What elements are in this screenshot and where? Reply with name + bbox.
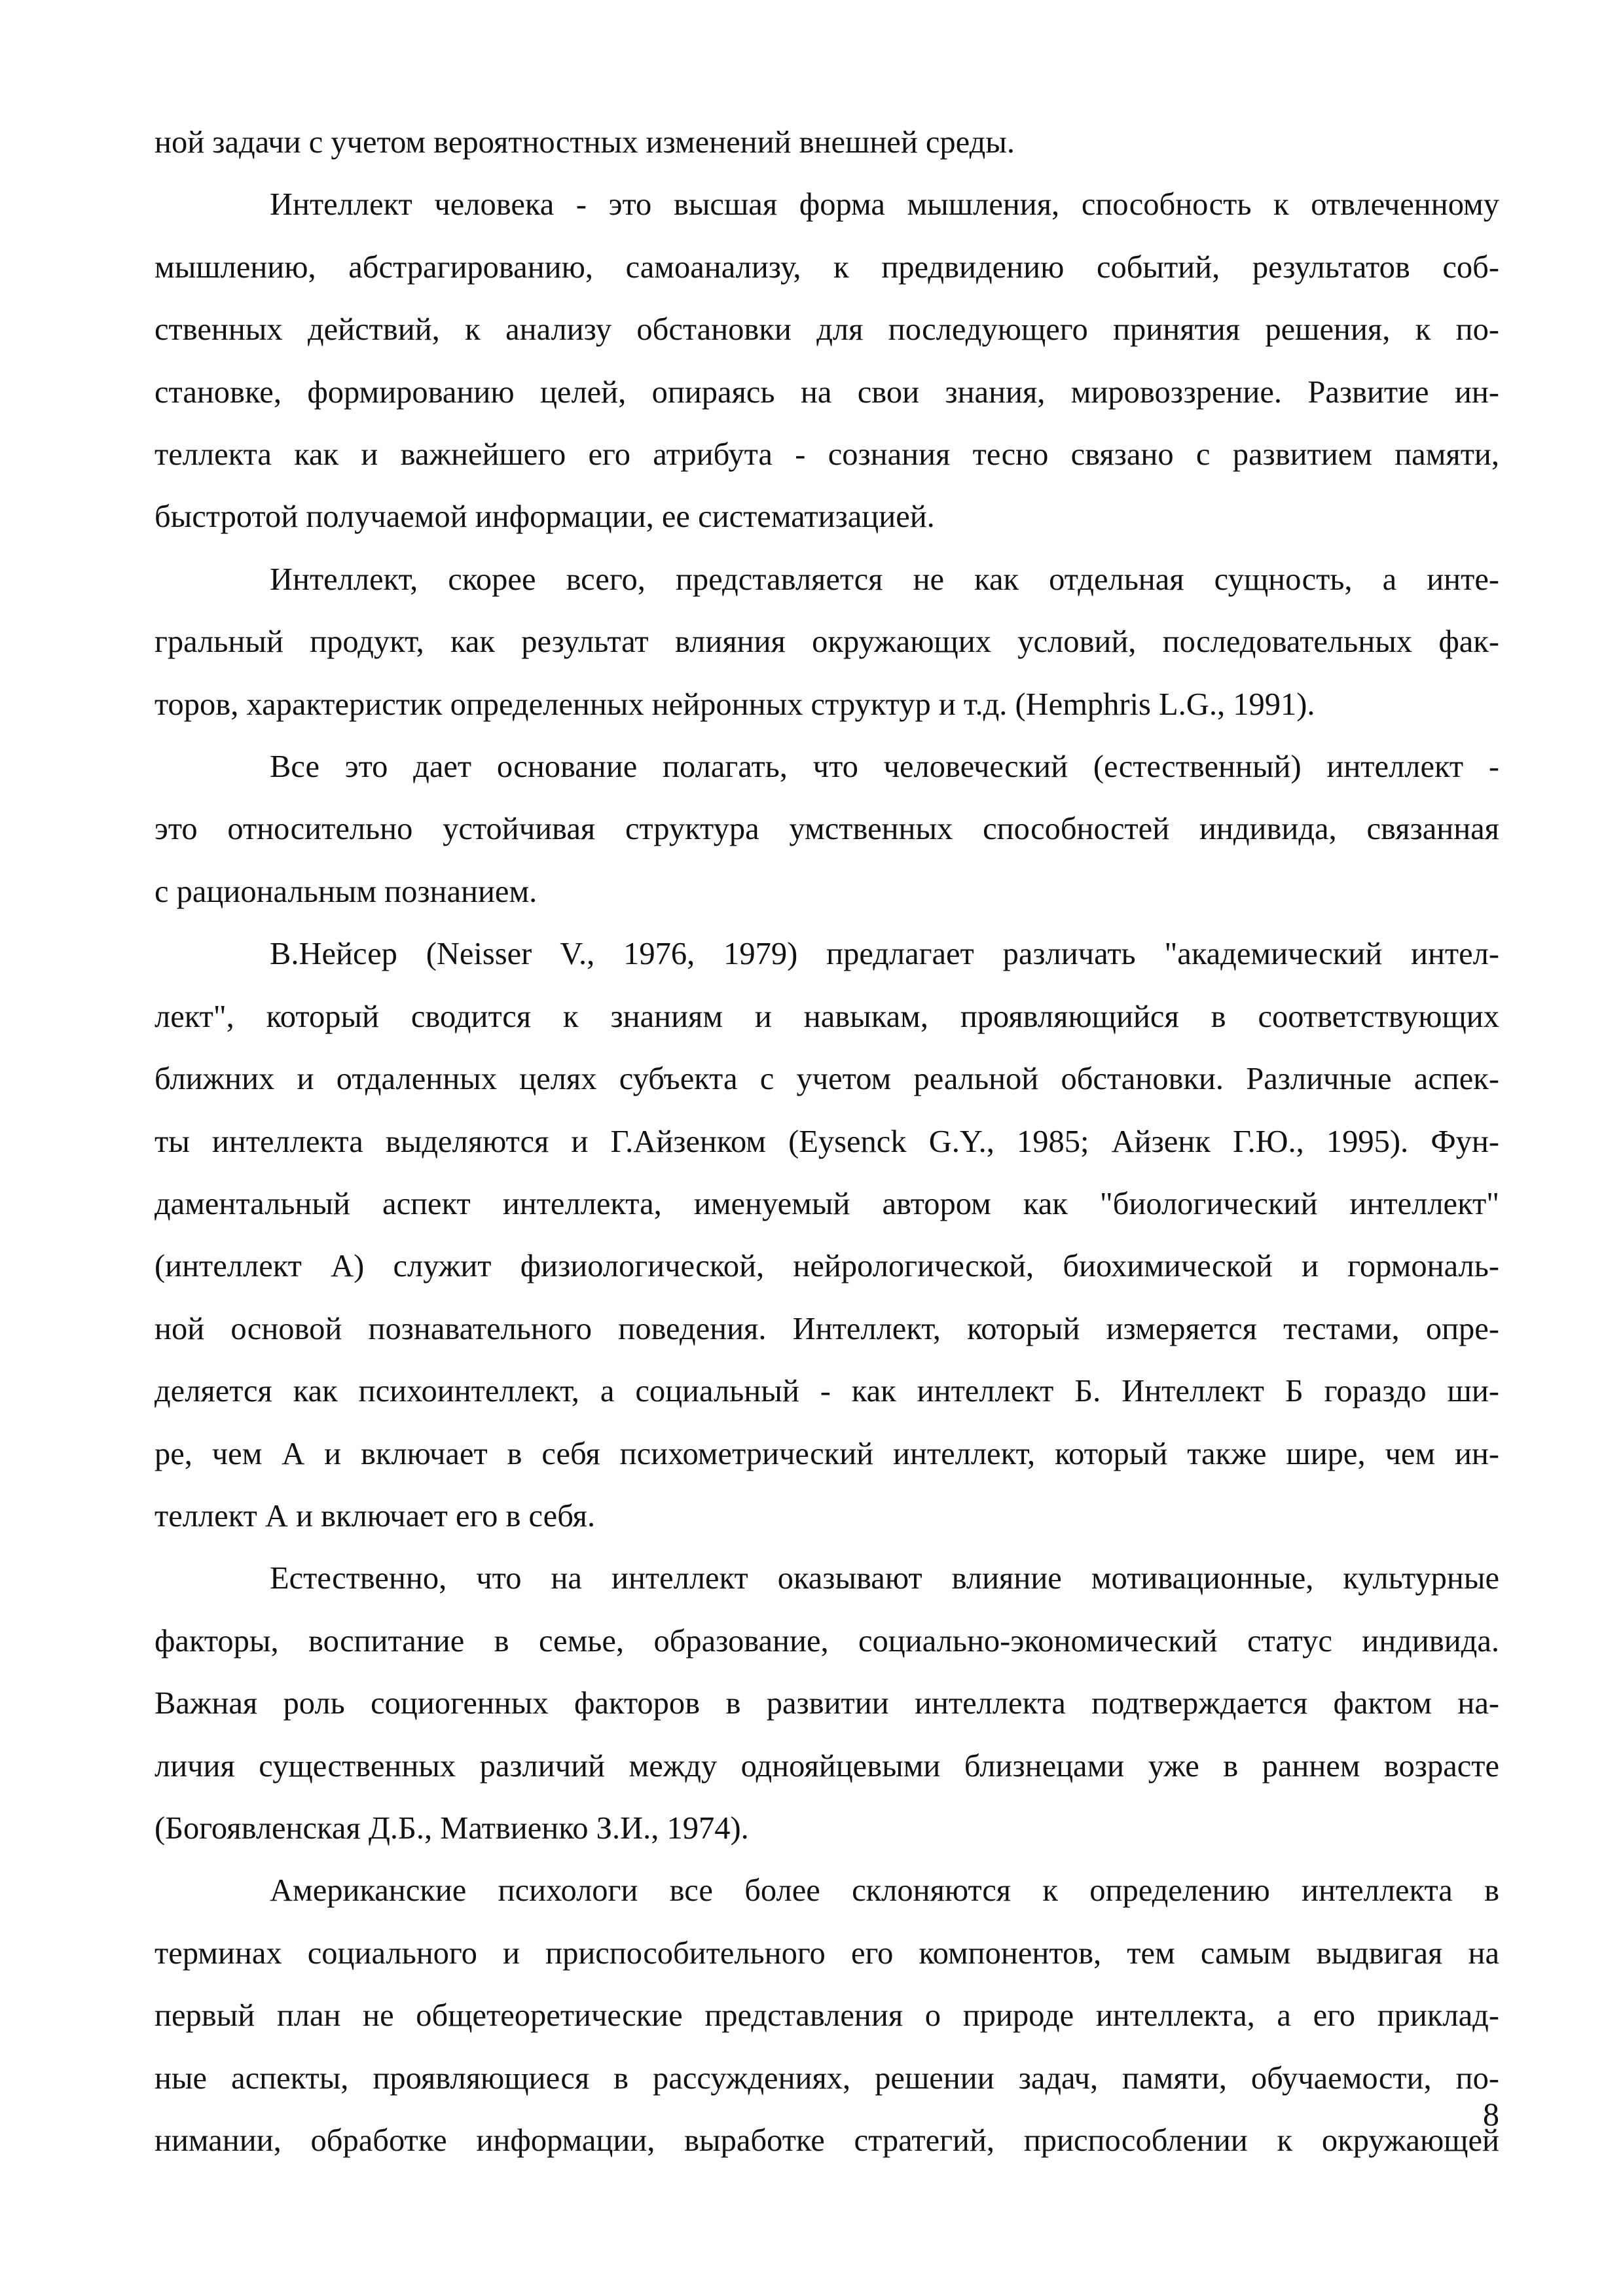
paragraph-3 <box>155 548 1499 736</box>
text-line: лект", который сводится к знаниям и навыкам, проявляющийся в соответствующих <box>155 999 1499 1034</box>
text-line: даментальный аспект интеллекта, именуемый автором как "биологический интеллект" <box>155 1186 1499 1221</box>
text-line: Все это дает основание полагать, что человеческий (естественный) интеллект - <box>270 749 1499 785</box>
text-line: быстротой получаемой информации, ее систематизацией. <box>155 499 935 535</box>
text-line: ственных действий, к анализу обстановки для последующего принятия решения, к по- <box>155 312 1499 348</box>
text-line: В.Нейсер (Neisser V., 1976, 1979) предлагает различать "академический интел- <box>270 937 1499 972</box>
text-line: Американские психологи все более склоняются к определению интеллекта в <box>270 1873 1499 1909</box>
text-line: ной основой познавательного поведения. Интеллект, который измеряется тестами, опре- <box>155 1311 1499 1346</box>
text-line: первый план не общетеоретические представления о природе интеллекта, а его приклад- <box>155 1998 1499 2034</box>
text-line: Интеллект, скорее всего, представляется не как отдельная сущность, а инте- <box>270 562 1499 597</box>
text-line: теллект А и включает его в себя. <box>155 1498 596 1534</box>
paragraph-6 <box>155 1547 1499 1859</box>
paragraph-2 <box>155 173 1499 548</box>
text-line: ты интеллекта выделяются и Г.Айзенком (Eysenck G.Y., 1985; Айзенк Г.Ю., 1995). Фун- <box>155 1124 1499 1159</box>
paragraph-7 <box>155 1859 1499 2172</box>
text-line: ближних и отдаленных целях субъекта с учетом реальной обстановки. Различные аспек- <box>155 1062 1499 1097</box>
paragraph-1 <box>155 111 1499 173</box>
text-line: теллекта как и важнейшего его атрибута - сознания тесно связано с развитием памяти, <box>155 437 1499 473</box>
paragraph-5 <box>155 923 1499 1547</box>
page-number: 8 <box>1483 2096 1499 2132</box>
text-line: ной задачи с учетом вероятностных изменений внешней среды. <box>155 125 1015 160</box>
text-line: (интеллект А) служит физиологической, нейрологической, биохимической и гормональ- <box>155 1249 1499 1284</box>
text-line: ные аспекты, проявляющиеся в рассуждениях, решении задач, памяти, обучаемости, по- <box>155 2060 1499 2096</box>
text-line: становке, формированию целей, опираясь на свои знания, мировоззрение. Развитие ин- <box>155 374 1499 410</box>
text-line: с рациональным познанием. <box>155 874 538 909</box>
text-line: мышлению, абстрагированию, самоанализу, к предвидению событий, результатов соб- <box>155 249 1499 285</box>
page-body-text <box>155 111 1499 2172</box>
text-line: нимании, обработке информации, выработке стратегий, приспособлении к окружающей <box>155 2123 1499 2158</box>
text-line: это относительно устойчивая структура умственных способностей индивида, связанная <box>155 812 1499 847</box>
text-line: личия существенных различий между однояйцевыми близнецами уже в раннем возрасте <box>155 1748 1499 1784</box>
text-line: ре, чем А и включает в себя психометрический интеллект, который также шире, чем ин- <box>155 1436 1499 1471</box>
text-line: гральный продукт, как результат влияния окружающих условий, последовательных фак- <box>155 624 1499 660</box>
text-line: (Богоявленская Д.Б., Матвиенко З.И., 1974). <box>155 1810 749 1846</box>
paragraph-4 <box>155 736 1499 923</box>
text-line: торов, характеристик определенных нейронных структур и т.д. (Hemphris L.G., 1991). <box>155 687 1315 722</box>
text-line: терминах социального и приспособительного его компонентов, тем самым выдвигая на <box>155 1935 1499 1971</box>
text-line: деляется как психоинтеллект, а социальный - как интеллект Б. Интеллект Б гораздо ши- <box>155 1374 1499 1409</box>
text-line: факторы, воспитание в семье, образование, социально-экономический статус индивида. <box>155 1623 1499 1659</box>
text-line: Интеллект человека - это высшая форма мышления, способность к отвлеченному <box>270 187 1499 223</box>
text-line: Важная роль социогенных факторов в развитии интеллекта подтверждается фактом на- <box>155 1686 1499 1721</box>
text-line: Естественно, что на интеллект оказывают влияние мотивационные, культурные <box>270 1561 1499 1596</box>
